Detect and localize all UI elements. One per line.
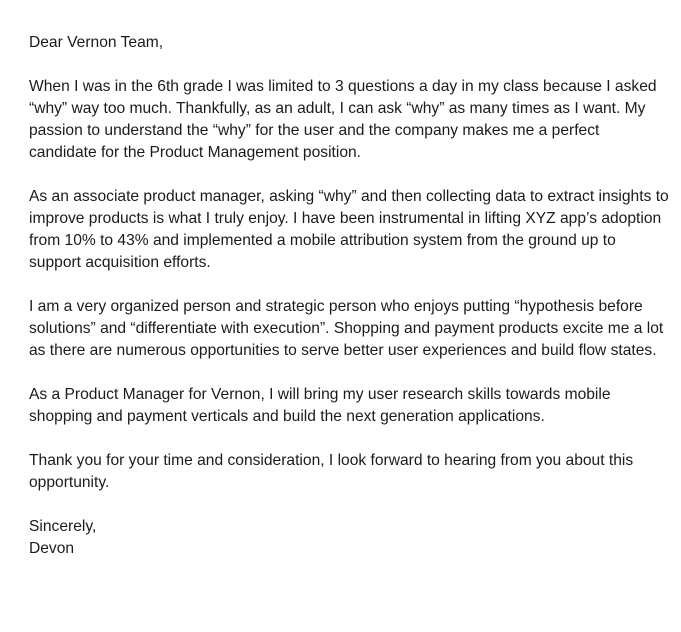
letter-paragraph-thanks: Thank you for your time and consideration, I look forward to hearing from you about this opportunity.	[29, 452, 634, 491]
letter-paragraph-role: As a Product Manager for Vernon, I will bring my user research skills towards mobile shopping and payment verticals and build the next generation applications.	[29, 386, 611, 425]
letter-paragraph-experience: As an associate product manager, asking “why” and then collecting data to extract insights to improve products is what I truly enjoy. I have been instrumental in lifting XYZ app’s adoption from 10% to 43% and implemented a mobile attribution system from the ground up to support acquisition efforts.	[29, 188, 669, 271]
letter-paragraph-personality: I am a very organized person and strategic person who enjoys putting “hypothesis before solutions” and “differentiate with execution”. Shopping and payment products excite me a lot as there are numerous opportunities to serve better user experiences and build flow states.	[29, 298, 664, 359]
letter-greeting: Dear Vernon Team,	[29, 34, 164, 51]
letter-signature: Devon	[29, 540, 75, 557]
letter-paragraph-intro: When I was in the 6th grade I was limited to 3 questions a day in my class because I asked “why” way too much. Thankfully, as an adult, I can ask “why” as many times as I want. My passion to understand the “why” for the user and the company makes me a perfect candidate for the Product Management position.	[29, 78, 657, 161]
letter-closing: Sincerely,	[29, 518, 97, 535]
cover-letter	[29, 32, 669, 560]
